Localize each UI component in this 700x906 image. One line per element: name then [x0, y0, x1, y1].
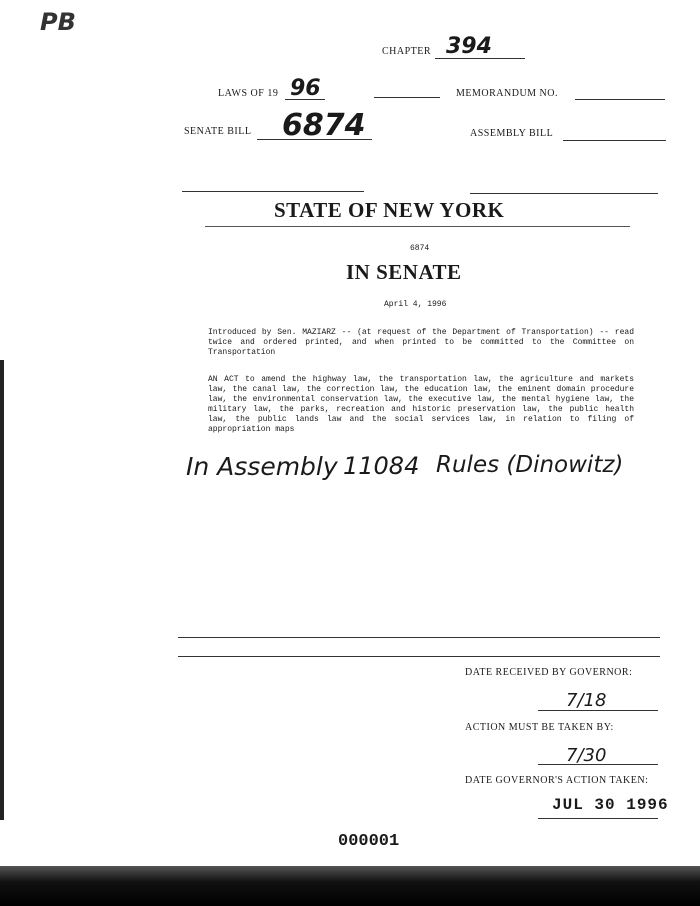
senate-bill-underline	[257, 139, 372, 140]
received-underline	[538, 710, 658, 711]
action-by-underline	[538, 764, 658, 765]
laws-value: 96	[290, 76, 321, 101]
laws-label: LAWS OF 19	[218, 88, 279, 99]
title-rule-left	[182, 191, 364, 192]
received-label: DATE RECEIVED BY GOVERNOR:	[465, 667, 633, 678]
chapter-label: CHAPTER	[382, 46, 432, 57]
chapter-underline	[435, 58, 525, 59]
assembly-note-suffix: Rules (Dinowitz)	[436, 452, 624, 478]
senate-bill-label: SENATE BILL	[184, 126, 252, 137]
margin-initials: PB	[40, 8, 76, 36]
act-paragraph: AN ACT to amend the highway law, the transportation law, the agriculture and markets law, the canal law, the correction law, the education law, the eminent domain procedure law, the environmental conservation law, the executive law, the mental hygiene law, the military law, the parks, recreation and historic preservation law, the public health law, the public lands law and the social services law, in relation to filing of appropriation maps	[208, 375, 634, 434]
laws-blank-line	[374, 97, 440, 98]
assembly-bill-underline	[563, 140, 666, 141]
senate-bill-value: 6874	[282, 108, 366, 143]
memo-label: MEMORANDUM NO.	[456, 88, 559, 99]
scan-left-edge	[0, 360, 4, 820]
action-by-label: ACTION MUST BE TAKEN BY:	[465, 722, 614, 733]
chapter-value: 394	[446, 34, 492, 59]
page-number: 000001	[338, 832, 400, 851]
lower-rule-1	[178, 637, 660, 638]
intro-paragraph: Introduced by Sen. MAZIARZ -- (at request of the Department of Transportation) -- read twice and ordered printed, and when printed to be committed to the Committee on Transportation	[208, 328, 634, 357]
title-rule-right	[470, 193, 658, 194]
bill-date: April 4, 1996	[384, 300, 447, 309]
assembly-note-number: 11084	[343, 452, 420, 480]
received-value: 7/18	[566, 690, 607, 711]
action-taken-label: DATE GOVERNOR'S ACTION TAKEN:	[465, 775, 649, 786]
laws-underline	[285, 99, 325, 100]
scan-bottom-edge	[0, 866, 700, 906]
action-taken-stamp: JUL 30 1996	[552, 796, 669, 814]
action-taken-underline	[538, 818, 658, 819]
lower-rule-2	[178, 656, 660, 657]
bill-number: 6874	[410, 244, 430, 253]
assembly-note-prefix: In Assembly	[186, 452, 338, 481]
action-by-value: 7/30	[566, 745, 607, 766]
assembly-bill-label: ASSEMBLY BILL	[470, 128, 554, 139]
memo-underline	[575, 99, 665, 100]
title-rule-under	[205, 226, 630, 227]
state-title: STATE OF NEW YORK	[274, 198, 505, 222]
house-title: IN SENATE	[346, 260, 462, 284]
